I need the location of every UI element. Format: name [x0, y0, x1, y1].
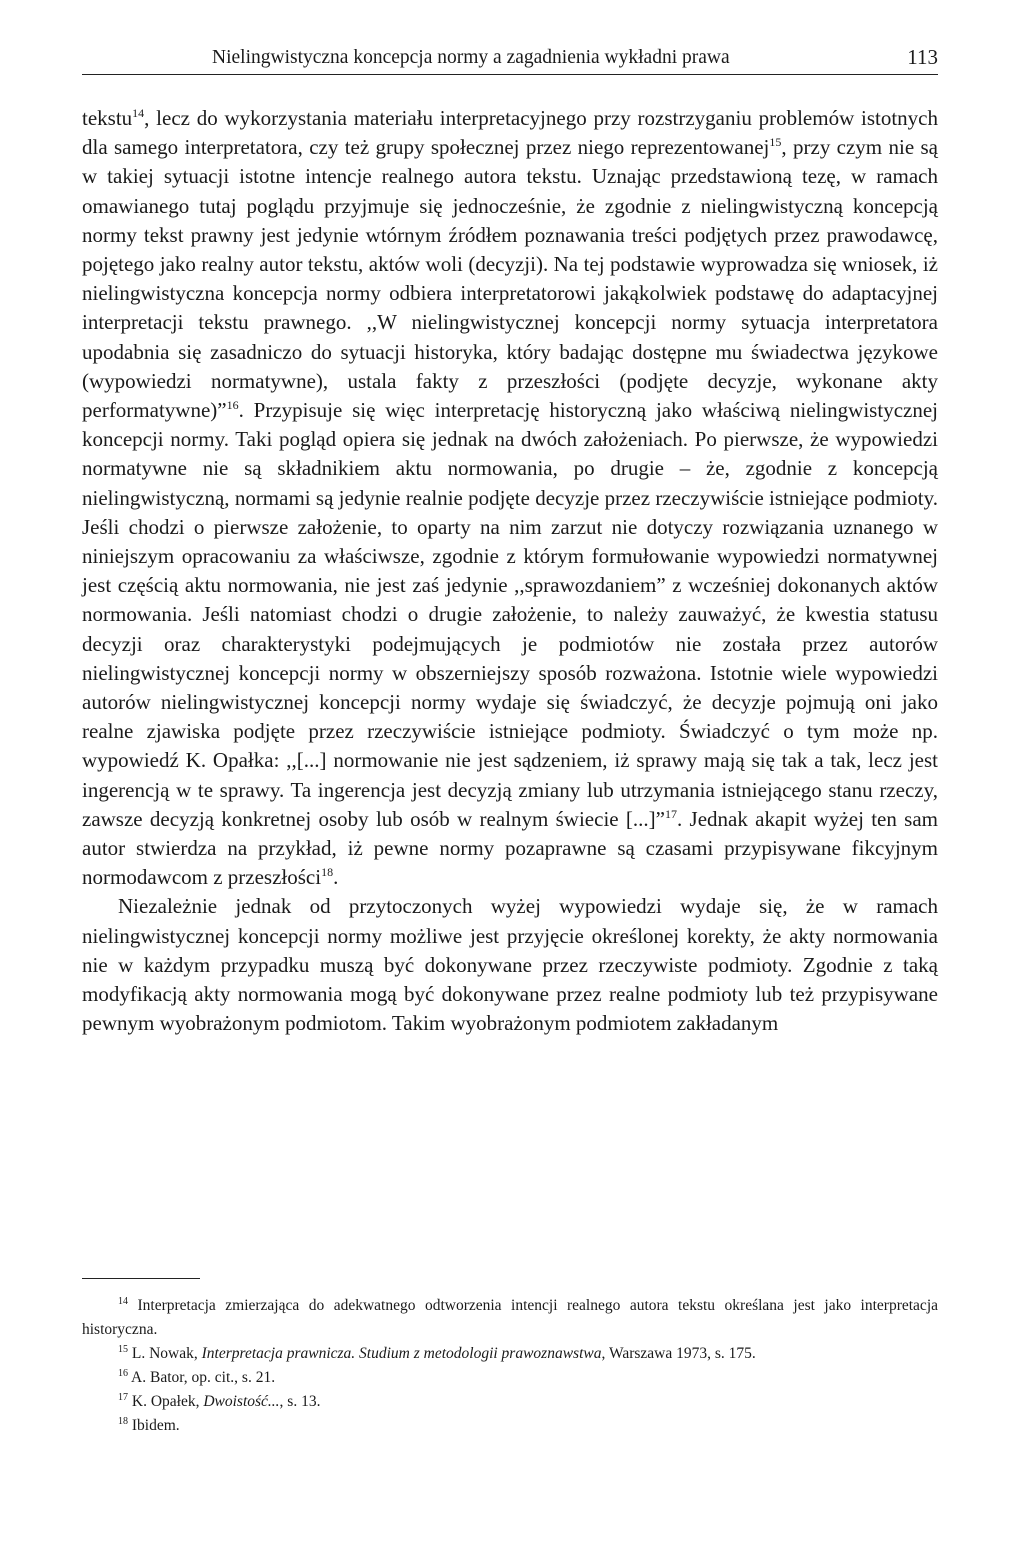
text-run: . Przypisuje się więc interpretację historyczną jako właściwą nielingwistycznej koncepcji normy. Taki pogląd opiera się jednak na dwóch założeniach. Po pierwsze, że wypowiedzi normatywne nie są składnikiem aktu normowania, po drugie – że, zgodnie z koncepcją nielingwistyczną, normami są jedynie realnie podjęte decyzje przez rzeczywiście istniejące podmioty. Jeśli chodzi o pierwsze założenie, to oparty na nim zarzut nie dotyczy rozwiązania uznanego w niniejszym opracowaniu za właściwsze, zgodnie z którym formułowanie wypowiedzi normatywnej jest częścią aktu normowania, nie jest zaś jedynie ,,sprawozdaniem” z wcześniej dokonanych aktów normowania. Jeśli natomiast chodzi o drugie założenie, to należy zauważyć, że kwestia statusu decyzji oraz charakterystyki podejmujących je podmiotów nie została przez autorów nielingwistycznej koncepcji normy w obszerniejszy sposób rozważona. Istotnie wiele wypowiedzi autorów nielingwistycznej koncepcji normy wydaje się świadczyć, że decyzje pojmują oni jako realne zjawiska podjęte przez rzeczywiście istniejące podmioty. Świadczyć o tym może np. wypowiedź K. Opałka: ,,[...] normowanie nie jest sądzeniem, iż sprawy mają się tak a tak, lecz jest ingerencją w te sprawy. Ta ingerencja jest decyzją zmiany lub utrzymania istniejącego stanu rzeczy, zawsze decyzją konkretnej osoby lub osób w realnym świecie [...]”	[82, 398, 938, 831]
footnote-text: , s. 13.	[279, 1393, 321, 1410]
footnotes	[82, 1294, 938, 1438]
footnote-text: Interpretacja zmierzająca do adekwatnego odtworzenia intencji realnego autora tekstu określana jest jako interpretacja historyczna.	[82, 1297, 939, 1338]
text-run: , przy czym nie są w takiej sytuacji istotne intencje realnego autora tekstu. Uznając przedstawioną tezę, w ramach omawianego tutaj poglądu przyjmuje się jednocześnie, że zgodnie z nielingwistyczną koncepcją normy tekst prawny jest jedynie wtórnym źródłem poznawania treści podjętych przez prawodawcę, pojętego jako realny autor tekstu, aktów woli (decyzji). Na tej podstawie wyprowadza się wniosek, iż nielingwistyczna koncepcja normy odbiera interpretatorowi jakąkolwiek podstawę do adaptacyjnej interpretacji tekstu prawnego. ,,W nielingwistycznej koncepcji normy sytuacja interpretatora upodabnia się zasadniczo do sytuacji historyka, który badając dostępne mu świadectwa językowe (wypowiedzi normatywne), ustala fakty z przeszłości (podjęte decyzje, wykonane akty performatywne)”	[82, 135, 938, 423]
page-number: 113	[907, 45, 938, 69]
footnote-title: Dwoistość...	[203, 1393, 280, 1410]
footnote-text: , Warszawa 1973, s. 175.	[601, 1345, 756, 1362]
footnote-number: 16	[118, 1367, 128, 1379]
footnote-separator	[82, 1278, 200, 1279]
footnote-number: 14	[118, 1295, 128, 1307]
text-run: tekstu	[82, 106, 133, 130]
text-run: , lecz do wykorzystania materiału interpretacyjnego przy rozstrzyganiu problemów istotnych dla samego interpretatora, czy też grupy społecznej przez niego reprezentowanej	[82, 106, 938, 160]
footnote-ref-18: 18	[321, 865, 334, 880]
text-run: .	[333, 865, 339, 890]
paragraph-2: Niezależnie jednak od przytoczonych wyżej wypowiedzi wydaje się, że w ramach nielingwistycznej koncepcji normy możliwe jest przyjęcie określonej korekty, że akty normowania nie w każdym przypadku muszą być dokonywane przez rzeczywiste podmioty. Zgodnie z taką modyfikacją akty normowania mogą być dokonywane przez realne podmioty lub też przypisywane pewnym wyobrażonym podmiotom. Takim wyobrażonym podmiotem zakładanym	[82, 894, 938, 1036]
footnote-16	[82, 1366, 938, 1390]
paragraph-1	[82, 104, 938, 892]
footnote-title: Interpretacja prawnicza. Studium z metodologii prawoznawstwa	[201, 1345, 602, 1362]
footnote-number: 17	[118, 1391, 128, 1403]
footnote-14	[82, 1294, 938, 1342]
footnote-ref-14: 14	[132, 106, 145, 120]
footnote-text: A. Bator, op. cit., s. 21.	[131, 1369, 276, 1386]
footnote-ref-15: 15	[769, 135, 782, 150]
footnote-17	[82, 1390, 938, 1414]
footnote-ref-16: 16	[226, 398, 239, 413]
footnote-text: K. Opałek,	[131, 1393, 204, 1410]
text-run: . Jednak akapit wyżej ten sam autor stwierdza na przykład, iż pewne normy pozaprawne są czasami przypisywane fikcyjnym normodawcom z przeszłości	[82, 806, 939, 890]
footnote-15	[82, 1342, 938, 1366]
running-title: Nielingwistyczna koncepcja normy a zagadnienia wykładni prawa	[212, 47, 730, 68]
footnote-18	[82, 1414, 938, 1438]
main-text	[82, 104, 938, 1039]
footnote-ref-17: 17	[664, 806, 677, 821]
footnote-text: L. Nowak,	[131, 1345, 202, 1362]
footnote-number: 18	[118, 1415, 128, 1427]
footnote-number: 15	[118, 1343, 128, 1355]
running-header	[82, 44, 938, 75]
footnote-text: Ibidem.	[131, 1417, 180, 1434]
